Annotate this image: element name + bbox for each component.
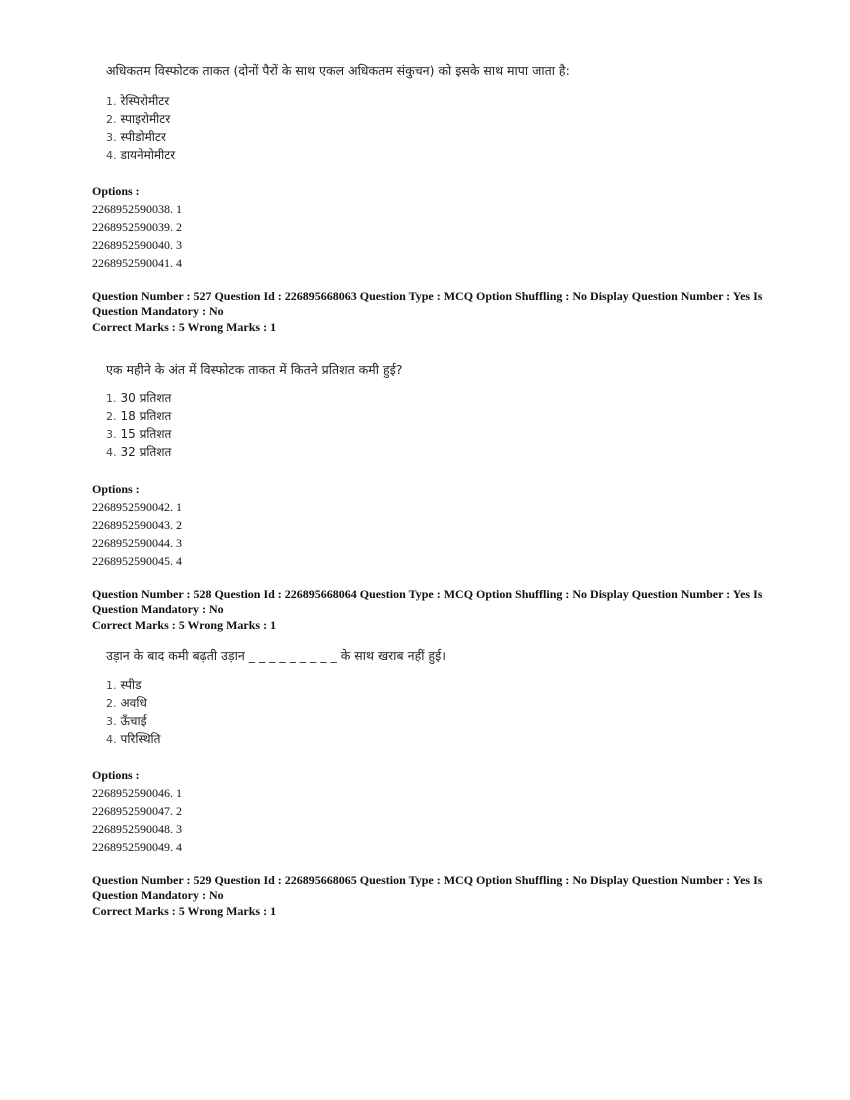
option-id: 2268952590040. 3	[92, 238, 182, 252]
option-id: 2268952590047. 2	[92, 804, 182, 818]
option-id: 2268952590042. 1	[92, 500, 182, 514]
option-id: 2268952590049. 4	[92, 840, 182, 854]
options-heading: Options :	[92, 768, 140, 782]
marks-info: Correct Marks : 5 Wrong Marks : 1	[92, 904, 277, 918]
question-meta: Question Number : 529 Question Id : 226895668065 Question Type : MCQ Option Shuffling : No Display Question Number : Yes Is Question Mandatory : No Correct Marks : 5 Wrong Marks : 1	[92, 873, 772, 919]
option-id: 2268952590041. 4	[92, 256, 182, 270]
question-meta: Question Number : 527 Question Id : 226895668063 Question Type : MCQ Option Shuffling : No Display Question Number : Yes Is Question Mandatory : No Correct Marks : 5 Wrong Marks : 1	[92, 289, 772, 335]
option-id: 2268952590038. 1	[92, 202, 182, 216]
options-heading: Options :	[92, 482, 140, 496]
choice-item: 3. 15 प्रतिशत	[106, 427, 172, 441]
option-id: 2268952590039. 2	[92, 220, 182, 234]
question-text: उड़ान के बाद कमी बढ़ती उड़ान _ _ _ _ _ _ _ _ _ के साथ खराब नहीं हुई।	[106, 648, 446, 663]
answer-choices	[106, 676, 160, 748]
question-meta: Question Number : 528 Question Id : 226895668064 Question Type : MCQ Option Shuffling : No Display Question Number : Yes Is Question Mandatory : No Correct Marks : 5 Wrong Marks : 1	[92, 587, 772, 633]
choice-item: 3. स्पीडोमीटर	[106, 130, 166, 144]
question-text: अधिकतम विस्फोटक ताकत (दोनों पैरों के साथ एकल अधिकतम संकुचन) को इसके साथ मापा जाता है:	[106, 63, 570, 78]
option-id: 2268952590046. 1	[92, 786, 182, 800]
choice-item: 4. 32 प्रतिशत	[106, 445, 172, 459]
choice-item: 1. 30 प्रतिशत	[106, 391, 172, 405]
option-id: 2268952590043. 2	[92, 518, 182, 532]
choice-item: 1. रेस्पिरोमीटर	[106, 94, 170, 108]
answer-choices	[106, 389, 171, 461]
options-list	[92, 200, 182, 272]
choice-item: 1. स्पीड	[106, 678, 142, 692]
answer-choices	[106, 92, 175, 164]
options-heading: Options :	[92, 184, 140, 198]
marks-info: Correct Marks : 5 Wrong Marks : 1	[92, 320, 277, 334]
choice-item: 3. ऊँचाई	[106, 714, 147, 728]
question-text: एक महीने के अंत में विस्फोटक ताकत में कितने प्रतिशत कमी हुई?	[106, 362, 403, 377]
choice-item: 4. डायनेमोमीटर	[106, 148, 176, 162]
choice-item: 4. परिस्थिति	[106, 732, 161, 746]
choice-item: 2. 18 प्रतिशत	[106, 409, 172, 423]
choice-item: 2. स्पाइरोमीटर	[106, 112, 171, 126]
option-id: 2268952590044. 3	[92, 536, 182, 550]
options-list	[92, 498, 182, 570]
option-id: 2268952590048. 3	[92, 822, 182, 836]
option-id: 2268952590045. 4	[92, 554, 182, 568]
options-list	[92, 784, 182, 856]
marks-info: Correct Marks : 5 Wrong Marks : 1	[92, 618, 277, 632]
choice-item: 2. अवधि	[106, 696, 147, 710]
